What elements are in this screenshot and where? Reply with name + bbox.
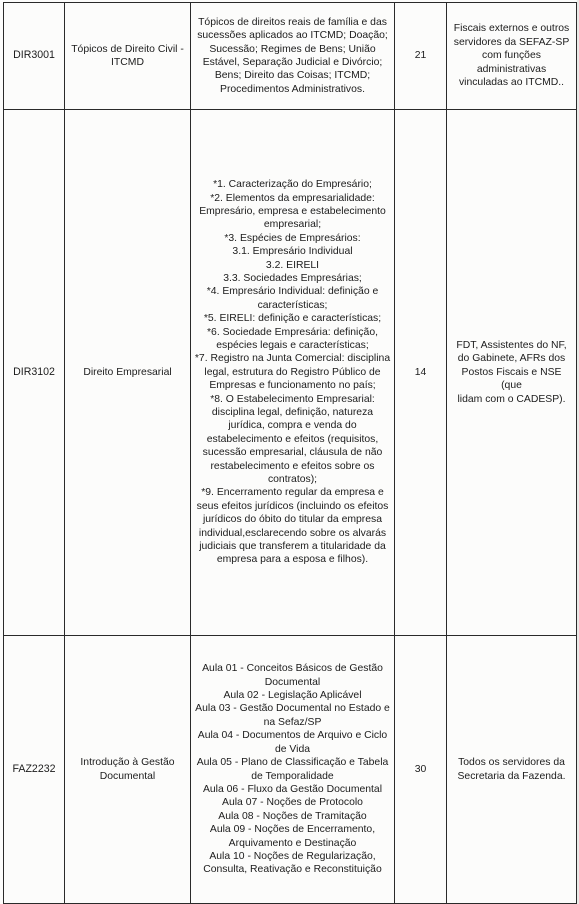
audience-line: FDT, Assistentes do NF, [456, 339, 567, 351]
topic-line: 3.1. Empresário Individual [232, 246, 353, 258]
topic-line: *3. Espécies de Empresários: [224, 232, 361, 244]
topic-line: *6. Sociedade Empresária: definição, espécies legais e características; [207, 326, 378, 351]
topic-line: Aula 05 - Plano de Classificação e Tabela de Temporalidade [196, 757, 389, 782]
audience-line: com funções [482, 50, 541, 62]
course-topics [191, 636, 395, 904]
topic-line: *5. EIRELI: definição e características; [203, 313, 382, 325]
topic-line: Aula 03 - Gestão Documental no Estado e na Sefaz/SP [195, 703, 390, 728]
topic-line: Aula 02 - Legislação Aplicável [223, 690, 362, 702]
topic-line: 3.3. Sociedades Empresárias; [223, 272, 362, 284]
table-row [4, 636, 577, 904]
target-audience [447, 110, 577, 636]
topic-line: *1. Caracterização do Empresário; [213, 179, 372, 191]
topic-line: Tópicos de direitos reais de família e das sucessões aplicados ao ITCMD; Doação; Sucessão; Regimes de Bens; União Estável, Separação Judicial e Divórcio; Bens; Direito das Coisas; ITCMD; Procedimentos Administrativos. [197, 16, 388, 95]
course-topics [191, 3, 395, 110]
table-row [4, 3, 577, 110]
topic-line: *7. Registro na Junta Comercial: disciplina legal, estrutura do Registro Público de Empresas e funcionamento no país; [194, 353, 391, 392]
topic-line: *4. Empresário Individual: definição e características; [206, 286, 379, 311]
audience-line: administrativas [476, 63, 547, 75]
course-code: DIR3102 [4, 110, 65, 636]
audience-line: Secretaria da Fazenda. [457, 770, 566, 782]
topic-line: Aula 04 - Documentos de Arquivo e Ciclo de Vida [197, 730, 388, 755]
topic-line: Aula 06 - Fluxo da Gestão Documental [202, 783, 383, 795]
audience-line: lidam com o CADESP). [457, 393, 566, 405]
audience-line: Todos os servidores da [458, 757, 565, 769]
course-code: FAZ2232 [4, 636, 65, 904]
topic-line: Aula 08 - Noções de Tramitação [218, 810, 367, 822]
topic-line: Aula 01 - Conceitos Básicos de Gestão Documental [202, 663, 383, 688]
course-table [3, 2, 577, 904]
course-hours: 21 [395, 3, 447, 110]
course-code: DIR3001 [4, 3, 65, 110]
course-name: Direito Empresarial [65, 110, 191, 636]
topic-line: *9. Encerramento regular da empresa e seus efeitos jurídicos (incluindo os efeitos jurídicos do óbito do titular da empresa individual,esclarecendo sobre os alvarás judiciais que transferem a titularidade da empresa para a esposa e filhos). [196, 487, 389, 566]
audience-line: Fiscais externos e outros [453, 23, 570, 35]
course-name: Tópicos de Direito Civil - ITCMD [65, 3, 191, 110]
course-name: Introdução à Gestão Documental [65, 636, 191, 904]
course-hours: 30 [395, 636, 447, 904]
topic-line: *8. O Estabelecimento Empresarial: disciplina legal, definição, natureza jurídica, compra e venda do estabelecimento e efeitos (requisitos, sucessão empresarial, cláusula de não restabelecimento e efeitos sobre os contratos); [202, 393, 383, 486]
topic-line: Aula 10 - Noções de Regularização, Consulta, Reativação e Reconstituição [203, 850, 382, 876]
target-audience [447, 636, 577, 904]
audience-line: do Gabinete, AFRs dos [457, 353, 566, 365]
audience-line: servidores da SEFAZ-SP [453, 36, 570, 48]
audience-line: Postos Fiscais e NSE (que [461, 366, 562, 392]
course-hours: 14 [395, 110, 447, 636]
topic-line: *2. Elementos da empresarialidade: Empresário, empresa e estabelecimento empresarial; [199, 192, 386, 231]
topic-line: Aula 09 - Noções de Encerramento, Arquivamento e Destinação [209, 824, 376, 849]
topic-line: Aula 07 - Noções de Protocolo [222, 797, 363, 809]
target-audience [447, 3, 577, 110]
course-topics [191, 110, 395, 636]
table-row [4, 110, 577, 636]
topic-line: 3.2. EIRELI [265, 259, 320, 271]
audience-line: vinculadas ao ITCMD.. [458, 77, 565, 89]
